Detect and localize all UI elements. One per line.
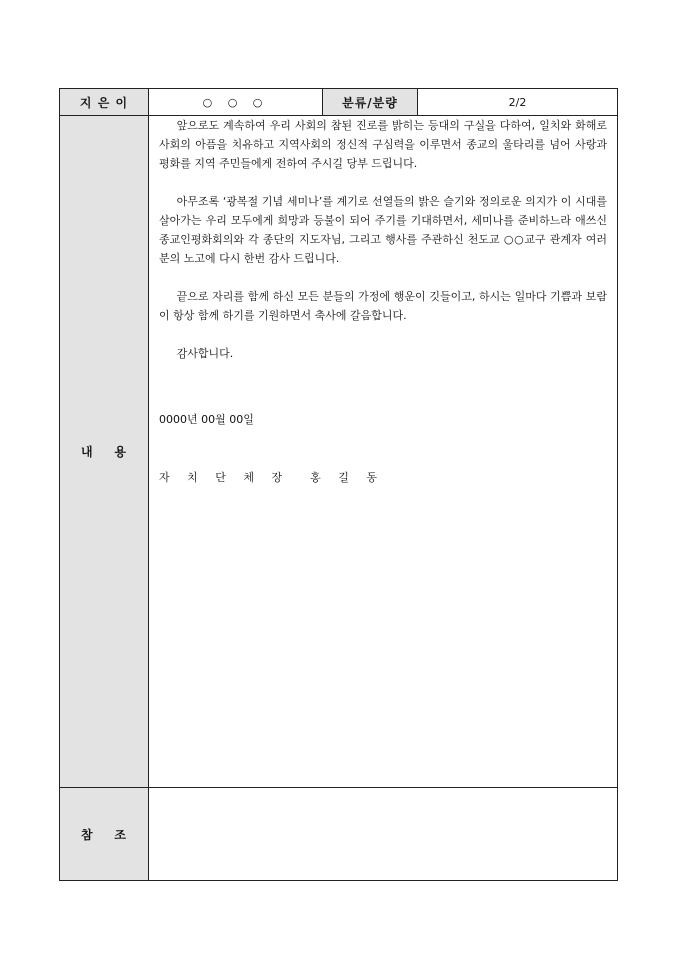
author-label: 지 은 이 (60, 89, 149, 116)
content-label: 내 용 (60, 116, 149, 788)
content-row (60, 116, 618, 788)
paragraph-spacer (159, 173, 607, 192)
content-body (149, 116, 618, 788)
content-paragraph-3: 끝으로 자리를 함께 하신 모든 분들의 가정에 행운이 깃들이고, 하시는 일마다 기쁨과 보람이 항상 함께 하기를 기원하면서 축사에 갈음합니다. (159, 290, 607, 322)
document-date: 0000년 00월 00일 (159, 413, 254, 426)
paragraph-spacer (159, 325, 607, 344)
reference-label: 참 조 (60, 788, 149, 881)
signer-name: 자 치 단 체 장 홍 길 동 (159, 471, 384, 484)
document-table (59, 88, 618, 881)
category-value: 2/2 (418, 89, 618, 116)
category-label: 분류/분량 (323, 89, 418, 116)
content-paragraph-2: 아무조록 ‘광복절 기념 세미나’를 계기로 선열들의 밝은 슬기와 정의로운 의지가 이 시대를 살아가는 우리 모두에게 희망과 등불이 되어 주기를 기대하면서, 세미나를 준비하느라 애쓰신 종교인평화회의와 각 종단의 지도자님, 그리고 행사를 주관하신 천도교 ○○교구 관계자 여러분의 노고에 다시 한번 감사 드립니다. (159, 195, 607, 265)
header-row (60, 89, 618, 116)
content-paragraph-4: 감사합니다. (176, 347, 234, 360)
reference-row (60, 788, 618, 881)
paragraph-spacer (159, 268, 607, 287)
author-value: ○ ○ ○ (149, 89, 323, 116)
content-paragraph-1: 앞으로도 계속하여 우리 사회의 참된 진로를 밝히는 등대의 구실을 다하여, 일치와 화해로 사회의 아픔을 치유하고 지역사회의 정신적 구심력을 이루면서 종교의 울타리를 넘어 사랑과 평화를 지역 주민들에게 전하여 주시길 당부 드립니다. (159, 119, 607, 170)
reference-value (149, 788, 618, 881)
